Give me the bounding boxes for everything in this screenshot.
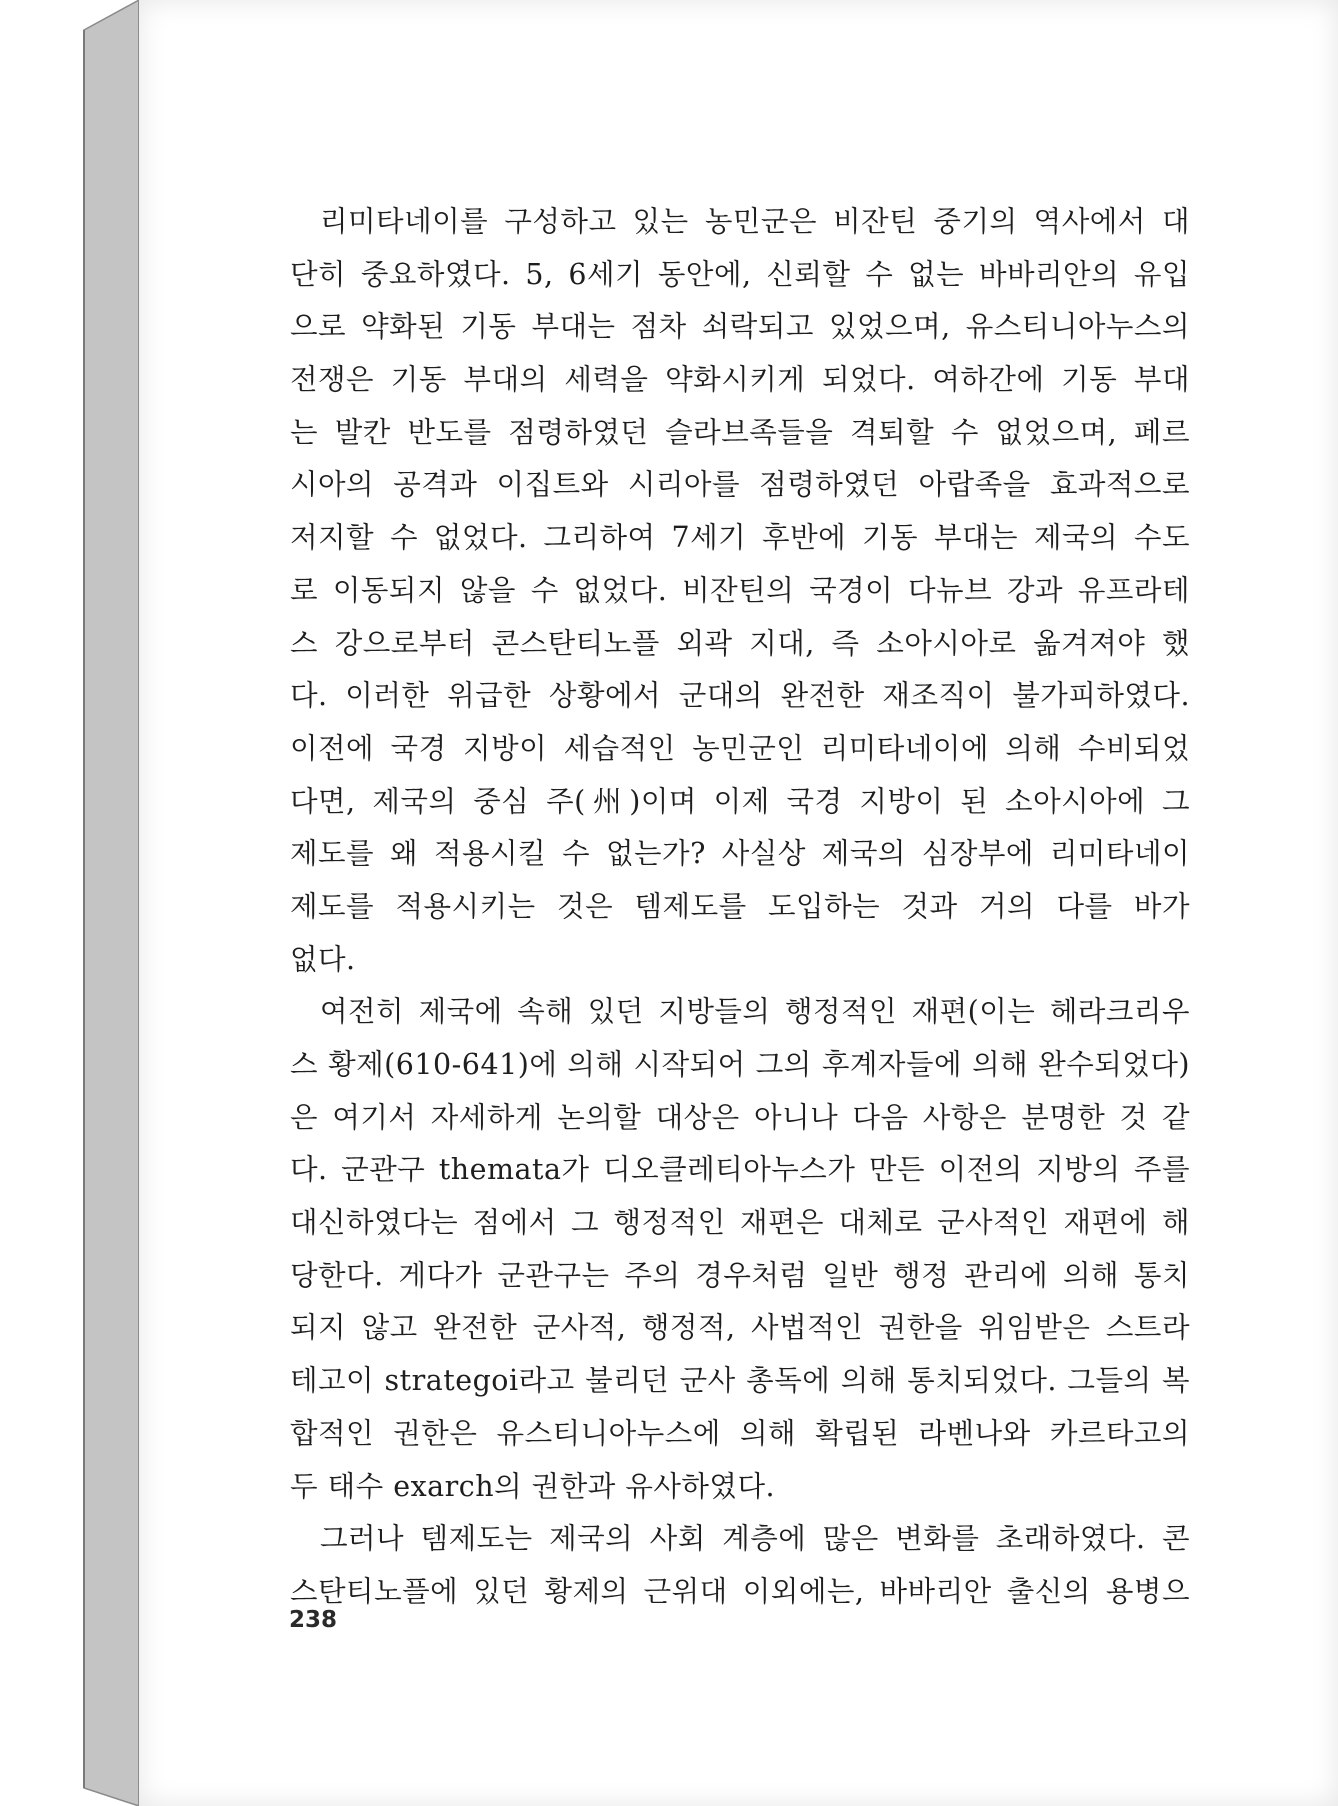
text-line: 여전히 제국에 속해 있던 지방들의 행정적인 재편(이는 헤라크리우	[320, 995, 1190, 1029]
paragraph-1	[290, 196, 1190, 986]
text-line: 다. 군관구 themata가 디오클레티아누스가 만든 이전의 지방의 주를	[290, 1153, 1190, 1187]
text-line: 리미타네이를 구성하고 있는 농민군은 비잔틴 중기의 역사에서 대	[320, 205, 1190, 238]
text-line: 으로 약화된 기동 부대는 점차 쇠락되고 있었으며, 유스티니아누스의	[290, 310, 1190, 344]
paragraph-2	[290, 986, 1190, 1513]
text-line: 테고이 strategoi라고 불리던 군사 총독에 의해 통치되었다. 그들의 복	[290, 1364, 1190, 1398]
text-line: 당한다. 게다가 군관구는 주의 경우처럼 일반 행정 관리에 의해 통치	[290, 1258, 1190, 1292]
text-line: 대신하였다는 점에서 그 행정적인 재편은 대체로 군사적인 재편에 해	[290, 1206, 1190, 1240]
text-line: 다면, 제국의 중심 주(州)이며 이제 국경 지방이 된 소아시아에 그	[290, 784, 1190, 818]
text-line: 제도를 적용시키는 것은 템제도를 도입하는 것과 거의 다를 바가	[290, 889, 1190, 923]
paragraph-3	[290, 1513, 1190, 1618]
body-text	[290, 196, 1190, 1619]
text-line: 전쟁은 기동 부대의 세력을 약화시키게 되었다. 여하간에 기동 부대	[290, 363, 1190, 397]
text-line: 없다.	[290, 942, 356, 976]
text-line: 스 강으로부터 콘스탄티노플 외곽 지대, 즉 소아시아로 옮겨져야 했	[290, 626, 1190, 660]
text-line: 는 발칸 반도를 점령하였던 슬라브족들을 격퇴할 수 없었으며, 페르	[290, 415, 1190, 449]
text-line: 그러나 템제도는 제국의 사회 계층에 많은 변화를 초래하였다. 콘	[320, 1522, 1190, 1556]
text-line: 합적인 권한은 유스티니아누스에 의해 확립된 라벤나와 카르타고의	[290, 1416, 1190, 1450]
text-line: 단히 중요하였다. 5, 6세기 동안에, 신뢰할 수 없는 바바리안의 유입	[290, 257, 1190, 291]
text-line: 시아의 공격과 이집트와 시리아를 점령하였던 아랍족을 효과적으로	[290, 468, 1190, 502]
text-line: 되지 않고 완전한 군사적, 행정적, 사법적인 권한을 위임받은 스트라	[290, 1311, 1190, 1345]
text-line: 스탄티노플에 있던 황제의 근위대 이외에는, 바바리안 출신의 용병으	[290, 1574, 1190, 1608]
text-line: 다. 이러한 위급한 상황에서 군대의 완전한 재조직이 불가피하였다.	[290, 679, 1190, 713]
text-line: 로 이동되지 않을 수 없었다. 비잔틴의 국경이 다뉴브 강과 유프라테	[290, 573, 1190, 607]
text-line: 스 황제(610-641)에 의해 시작되어 그의 후계자들에 의해 완수되었다)	[290, 1048, 1190, 1081]
text-line: 저지할 수 없었다. 그리하여 7세기 후반에 기동 부대는 제국의 수도	[290, 521, 1190, 555]
text-line: 제도를 왜 적용시킬 수 없는가? 사실상 제국의 심장부에 리미타네이	[290, 837, 1190, 871]
text-line: 이전에 국경 지방이 세습적인 농민군인 리미타네이에 의해 수비되었	[290, 731, 1190, 765]
page-number: 238	[289, 1607, 338, 1633]
text-line: 은 여기서 자세하게 논의할 대상은 아니나 다음 사항은 분명한 것 같	[290, 1100, 1190, 1134]
text-line: 두 태수 exarch의 권한과 유사하였다.	[290, 1469, 776, 1503]
